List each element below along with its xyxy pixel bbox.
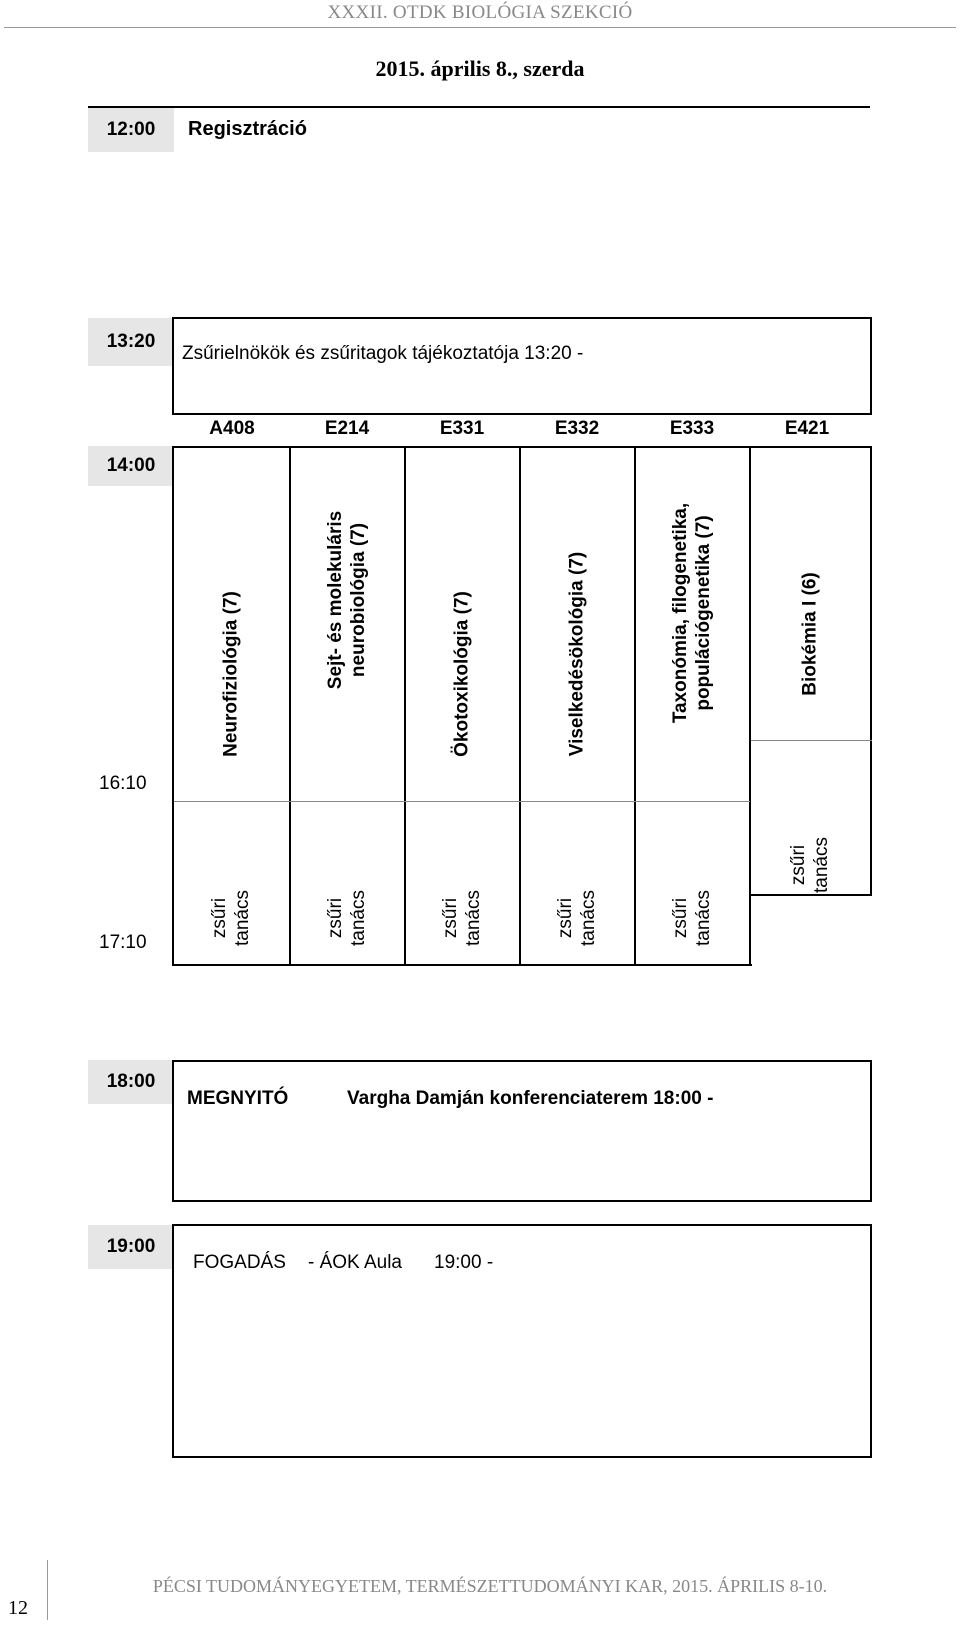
page-date: 2015. április 8., szerda (375, 56, 585, 81)
opening-venue: Vargha Damján konferenciaterem 18:00 - (347, 1088, 714, 1109)
time-1710: 17:10 (99, 932, 147, 953)
registration-label: Regisztráció (188, 118, 307, 140)
section-col-E332 (521, 448, 634, 801)
room-E214: E214 (324, 418, 370, 439)
section-col-E333 (636, 448, 749, 801)
jury-cell-E333: zsűri tanács (669, 890, 714, 946)
footer-institution: PÉCSI TUDOMÁNYEGYETEM, TERMÉSZETTUDOMÁNYI KAR, 2015. ÁPRILIS 8-10. (152, 1576, 828, 1596)
time-reception: 19:00 (88, 1225, 174, 1269)
section-title: Biokémia I (6) (799, 572, 821, 696)
section-col-A408 (174, 448, 289, 801)
jury-cell-E214: zsűri tanács (324, 890, 369, 946)
section-title: Neurofiziológia (7) (220, 591, 242, 757)
jury-cell-E331: zsűri tanács (439, 890, 484, 946)
jury-cell-E332: zsűri tanács (554, 890, 599, 946)
time-registration: 12:00 (88, 108, 174, 152)
header-rule (4, 27, 956, 28)
room-E333: E333 (669, 418, 715, 439)
footer-rule (47, 1560, 48, 1620)
reception-venue: - ÁOK Aula (308, 1252, 402, 1273)
reception-start: 19:00 - (434, 1252, 494, 1273)
jury-rule-6-bottom (751, 894, 872, 896)
section-col-E421 (751, 448, 870, 740)
section-title: Viselkedésökológia (7) (566, 551, 588, 757)
running-title: XXXII. OTDK BIOLÓGIA SZEKCIÓ (327, 2, 633, 23)
section-title: Taxonómia, filogenetika, populációgenetika (7) (669, 502, 714, 724)
time-briefing: 13:20 (88, 318, 174, 366)
section-col-E331 (406, 448, 519, 801)
opening-box (172, 1060, 872, 1202)
time-1610: 16:10 (99, 773, 147, 794)
briefing-box (172, 317, 872, 415)
page-number: 12 (8, 1597, 28, 1619)
room-E331: E331 (439, 418, 485, 439)
reception-label: FOGADÁS (193, 1252, 286, 1273)
date-rule (88, 106, 870, 108)
opening-label: MEGNYITÓ (187, 1088, 289, 1109)
room-E332: E332 (554, 418, 600, 439)
section-title: Ökotoxikológia (7) (451, 591, 473, 757)
time-sessions-start: 14:00 (88, 446, 174, 486)
time-opening: 18:00 (88, 1060, 174, 1104)
room-A408: A408 (209, 418, 255, 439)
col-divider-6 (870, 446, 872, 896)
grid-bottom-rule (172, 964, 752, 966)
briefing-text: Zsűrielnökök és zsűritagok tájékoztatója 13:20 - (182, 343, 584, 364)
room-E421: E421 (784, 418, 830, 439)
jury-cell-E421: zsűri tanács (787, 837, 832, 893)
section-title: Sejt- és molekuláris neurobiológia (7) (324, 510, 369, 690)
section-col-E214 (291, 448, 404, 801)
jury-cell-A408: zsűri tanács (208, 890, 253, 946)
